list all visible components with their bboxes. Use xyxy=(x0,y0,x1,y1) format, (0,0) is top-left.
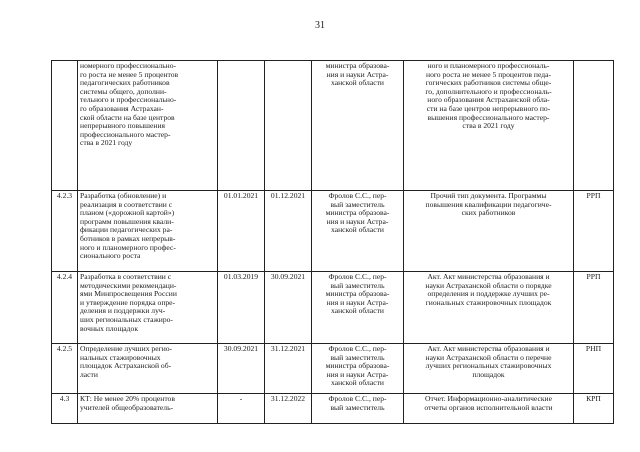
row-result: Прочий тип документа. Программы повышения квалификации педагогиче- ских работников xyxy=(404,191,574,272)
row-end-date: 01.12.2021 xyxy=(265,191,312,272)
row-result: Отчет. Информационно-аналитические отчеты органов исполнительной власти xyxy=(404,394,574,424)
row-description: номерного профессионально- го роста не менее 5 процентов педагогических работников системы общего, дополни- тельного и профессионально- го образования Астрахан- ской области на базе центров непрерывного повышения профессионального мастер- ства в 2021 году xyxy=(78,61,218,191)
page-number: 31 xyxy=(315,20,325,31)
row-number: 4.2.4 xyxy=(52,272,78,344)
row-result: ного и планомерного профессиональ- ного роста не менее 5 процентов педа- гогических работников системы обще- го, дополнительного и профессиональ- ного образования Астраханской обла- сти на базе центров непрерывного по- вышения профессионального мастер- ства в 2021 году xyxy=(404,61,574,191)
row-end-date xyxy=(265,61,312,191)
table-row xyxy=(52,272,614,344)
row-end-date: 31.12.2022 xyxy=(265,394,312,424)
row-level: РНП xyxy=(574,344,614,394)
row-number: 4.2.3 xyxy=(52,191,78,272)
plan-table xyxy=(51,60,614,424)
row-description: Разработка в соответствии с методическими рекомендаци- ями Минпросвещения России и утверждение порядка опре- деления и поддержки луч- ших региональных стажиро- вочных площадок xyxy=(78,272,218,344)
table-row xyxy=(52,61,614,191)
row-start-date xyxy=(218,61,265,191)
row-description: Разработка (обновление) и реализация в соответствии с планом («дорожной картой») программ повышения квали- фикации педагогических ра- ботников в рамках непрерыв- ного и планомерного профес- сионального роста xyxy=(78,191,218,272)
row-level: КРП xyxy=(574,394,614,424)
row-start-date: 30.09.2021 xyxy=(218,344,265,394)
row-level xyxy=(574,61,614,191)
row-description: Определение лучших регио- нальных стажировочных площадок Астраханской об- ласти xyxy=(78,344,218,394)
row-result: Акт. Акт министерства образования и науки Астраханской области о перечне лучших региональных стажировочных площадок xyxy=(404,344,574,394)
row-responsible: Фролов С.С., пер- вый заместитель министра образова- ния и науки Астра- ханской области xyxy=(312,272,404,344)
row-number: 4.3 xyxy=(52,394,78,424)
table-row xyxy=(52,191,614,272)
row-responsible: Фролов С.С., пер- вый заместитель министра образова- ния и науки Астра- ханской области xyxy=(312,191,404,272)
row-start-date: - xyxy=(218,394,265,424)
row-number: 4.2.5 xyxy=(52,344,78,394)
table-row xyxy=(52,344,614,394)
row-start-date: 01.03.2019 xyxy=(218,272,265,344)
row-description: КТ: Не менее 20% процентов учителей общеобразователь- xyxy=(78,394,218,424)
row-number xyxy=(52,61,78,191)
row-end-date: 30.09.2021 xyxy=(265,272,312,344)
row-start-date: 01.01.2021 xyxy=(218,191,265,272)
row-level: РРП xyxy=(574,272,614,344)
row-responsible: министра образова- ния и науки Астра- ханской области xyxy=(312,61,404,191)
row-end-date: 31.12.2021 xyxy=(265,344,312,394)
row-responsible: Фролов С.С., пер- вый заместитель министра образова- ния и науки Астра- ханской области xyxy=(312,344,404,394)
table-row xyxy=(52,394,614,424)
row-responsible: Фролов С.С., пер- вый заместитель xyxy=(312,394,404,424)
row-result: Акт. Акт министерства образования и науки Астраханской области о порядке определения и поддержке лучших ре- гиональных стажировочных площадок xyxy=(404,272,574,344)
row-level: РРП xyxy=(574,191,614,272)
